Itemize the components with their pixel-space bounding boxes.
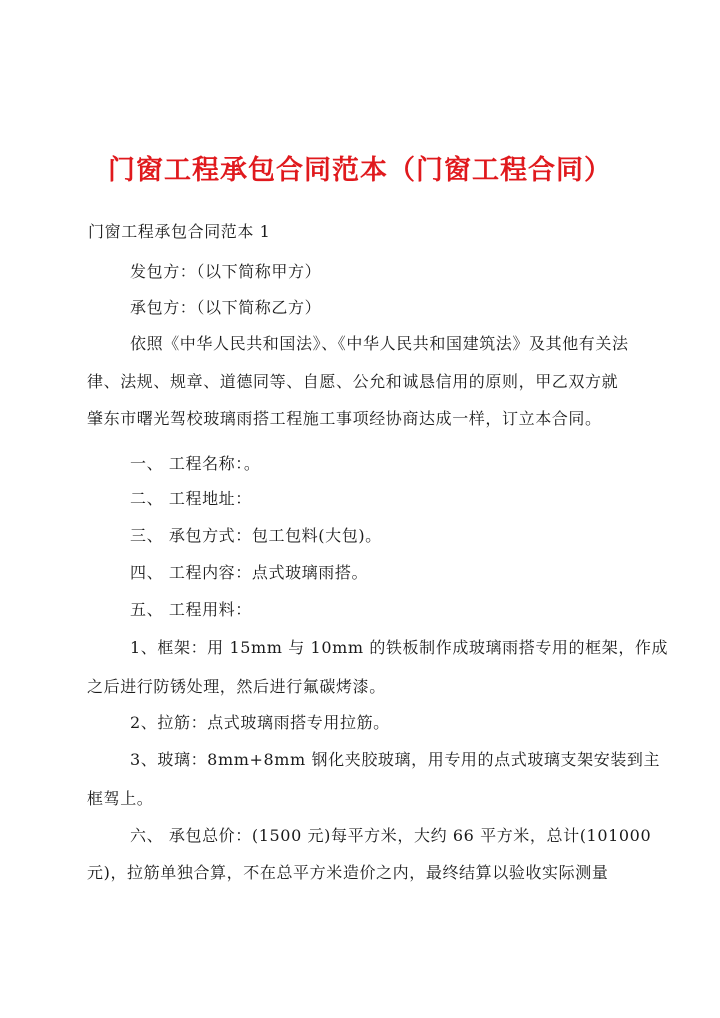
paragraph-line: 肇东市曙光驾校玻璃雨搭工程施工事项经协商达成一样，订立本合同。 bbox=[87, 409, 602, 428]
paragraph-line: 依照《中华人民共和国法》、《中华人民共和国建筑法》及其他有关法 bbox=[130, 334, 629, 353]
party-a-line: 发包方：（以下简称甲方） bbox=[130, 262, 322, 281]
clause-line: 二、 工程地址： bbox=[130, 489, 252, 508]
clause-line: 四、 工程内容：点式玻璃雨搭。 bbox=[130, 563, 369, 582]
subtitle-line: 门窗工程承包合同范本 1 bbox=[88, 222, 271, 241]
document-title: 门窗工程承包合同范本（门窗工程合同） bbox=[108, 155, 612, 186]
material-line: 1、框架：用 15mm 与 10mm 的铁板制作成玻璃雨搭专用的框架，作成 bbox=[130, 638, 669, 657]
party-b-line: 承包方：（以下简称乙方） bbox=[130, 298, 322, 317]
clause-line: 一、 工程名称：。 bbox=[130, 454, 261, 473]
clause-line: 三、 承包方式：包工包料(大包)。 bbox=[130, 526, 382, 545]
material-line: 2、拉筋：点式玻璃雨搭专用拉筋。 bbox=[130, 713, 390, 732]
material-line: 框驾上。 bbox=[87, 789, 154, 808]
clause-line: 六、 承包总价：(1500 元)每平方米，大约 66 平方米，总计(101000 bbox=[130, 826, 652, 845]
clause-line: 五、 工程用料： bbox=[130, 600, 252, 619]
paragraph-line: 律、法规、规章、道德同等、自愿、公允和诚恳信用的原则，甲乙双方就 bbox=[87, 372, 619, 391]
clause-line: 元)，拉筋单独合算，不在总平方米造价之内，最终结算以验收实际测量 bbox=[87, 863, 609, 882]
material-line: 3、玻璃：8mm+8mm 钢化夹胶玻璃，用专用的点式玻璃支架安装到主 bbox=[130, 750, 661, 769]
material-line: 之后进行防锈处理，然后进行氟碳烤漆。 bbox=[87, 677, 386, 696]
